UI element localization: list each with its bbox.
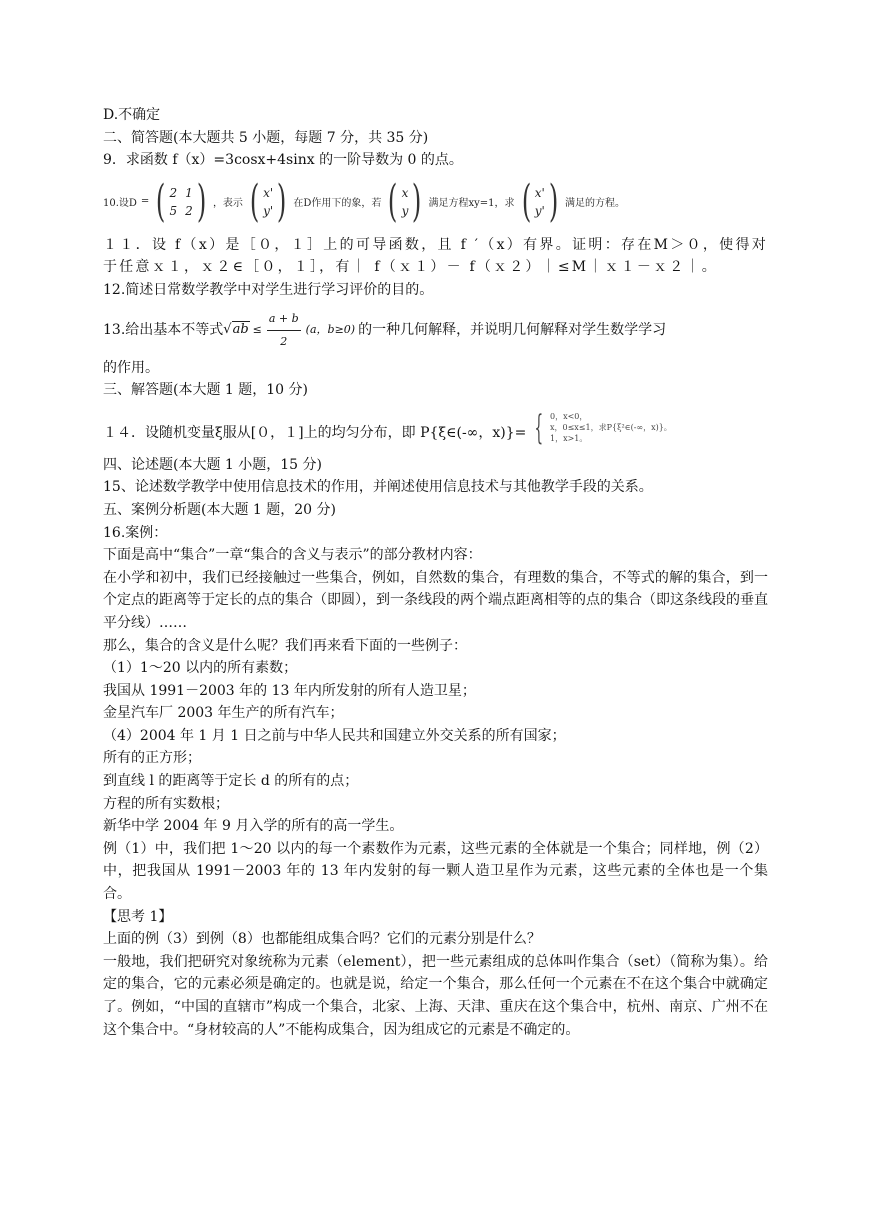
document-page (103, 104, 768, 1041)
q10-text-3: 满足方程xy=1，求 (428, 198, 515, 210)
question-12: 12.简述日常数学教学中对学生进行学习评价的目的。 (103, 281, 434, 298)
numerator: a + b (267, 308, 301, 331)
le-sign: ≤ (252, 323, 262, 337)
question-14 (103, 402, 768, 454)
think-question: 上面的例（3）到例（8）也都能组成集合吗？它们的元素分别是什么？ (103, 931, 541, 948)
q13-post: 的一种几何解释，并说明几何解释对学生数学学习 (358, 322, 667, 339)
radicand: ab (232, 322, 249, 338)
vector-2: ( x y ) (388, 175, 422, 227)
piece-row: 0，x<0， (549, 412, 588, 422)
q14-text: １４．设随机变量ξ服从[０，１]上的均匀分布，即 P{ξ∈(-∞，x)}= (103, 425, 527, 442)
vector-cell: y' (263, 203, 274, 218)
example-4: （4）2004 年 1 月 1 日之前与中华人民共和国建立外交关系的所有国家； (103, 727, 566, 744)
question-13 (103, 308, 768, 353)
case-paragraph-2: 例（1）中，我们把 1～20 以内的每一个素数作为元素，这些元素的全体就是一个集合；同样地，例（2） 中，把我国从 1991－2003 年的 13 年内发射的每一颗人造卫星作为元素，这些元素的全体也是一个集合。 (103, 840, 768, 903)
condition: (a，b≥0) (305, 323, 356, 337)
example-1: （1）1～20 以内的所有素数； (103, 660, 298, 677)
matrix-cell: 5 (169, 203, 178, 218)
case-paragraph-1: 在小学和初中，我们已经接触过一些集合，例如，自然数的集合，有理数的集合，不等式的解的集合，到一个定点的距离等于定长的点的集合（即圆），到一条线段的两个端点距离相等的点的集合（即这条线段的垂直平分线）…… (103, 569, 768, 631)
piece-row: x，0≤x≤1，求P{ξ²∈(-∞，x)}。 (549, 423, 672, 433)
example-3: 金星汽车厂 2003 年生产的所有汽车； (103, 705, 344, 722)
example-6: 到直线 l 的距离等于定长 d 的所有的点； (103, 773, 359, 790)
section-3-heading: 三、解答题(本大题 1 题，10 分) (103, 382, 308, 399)
case-paragraph-3: 一般地，我们把研究对象统称为元素（element），把一些元素组成的总体叫作集合（set）（简称为集）。给定的集合，它的元素必须是确定的。也就是说，给定一个集合，那么任何一个元素在不在这个集合中就确定了。例如，“中国的直辖市”构成一个集合，北家、上海、天津、重庆在这个集合中，杭州、南京、广州不在这个集合中。“身材较高的人”不能构成集合，因为组成它的元素是不确定的。 (103, 953, 768, 1038)
matrix-cell: 1 (185, 185, 193, 200)
example-5: 所有的正方形； (103, 750, 201, 767)
fraction (267, 308, 301, 353)
case-intro: 下面是高中“集合”一章“集合的含义与表示”的部分教材内容： (103, 547, 482, 564)
vector-1: ( x' y' ) (249, 175, 287, 227)
matrix-cell: 2 (185, 203, 193, 218)
q10-text-1: ，表示 (212, 198, 243, 210)
q10-text-2: 在D作用下的象，若 (293, 198, 382, 210)
section-2-heading: 二、简答题(本大题共 5 小题，每题 7 分，共 35 分) (103, 129, 429, 146)
vector-cell: y (401, 203, 409, 218)
q10-eq: = (140, 196, 150, 208)
q13-pre: 13.给出基本不等式 (103, 322, 224, 339)
q10-label: 10.设D (103, 198, 137, 210)
question-10 (103, 174, 768, 230)
case-question: 那么，集合的含义是什么呢？我们再来看下面的一些例子： (103, 637, 467, 654)
question-11: １１．设 f（x）是［０，１］上的可导函数，且 f ′（x）有界。证明：存在M＞０，使得对于任意ｘ１，ｘ２∈［０，１］，有｜ f（ｘ１）－ f（ｘ２）｜≤M｜ｘ１－ｘ２｜。 (103, 236, 768, 276)
q13-line-2: 的作用。 (103, 359, 159, 376)
question-9: 9．求函数 f（x）=3cosx+4sinx 的一阶导数为 0 的点。 (103, 152, 463, 169)
section-4-heading: 四、论述题(本大题 1 小题，15 分) (103, 456, 322, 473)
option-d: D.不确定 (103, 107, 161, 123)
example-8: 新华中学 2004 年 9 月入学的所有的高一学生。 (103, 818, 404, 835)
vector-cell: x' (263, 185, 274, 200)
denominator: 2 (280, 334, 288, 348)
matrix-d: ( 2 1 5 2 ) (156, 175, 207, 227)
piece-row: 1，x>1。 (549, 434, 588, 444)
question-15: 15、论述数学教学中使用信息技术的作用，并阐述使用信息技术与其他教学手段的关系。 (103, 479, 653, 496)
think-heading: 【思考 1】 (103, 908, 173, 925)
question-16: 16.案例： (103, 524, 168, 541)
piecewise-function: { 0，x<0， x，0≤x≤1，求P{ξ²∈(-∞，x)}。 1，x>1。 (534, 407, 672, 448)
example-7: 方程的所有实数根； (103, 795, 229, 812)
q10-text-4: 满足的方程。 (564, 198, 625, 210)
vector-3: ( x' y' ) (521, 175, 559, 227)
vector-cell: x (401, 185, 409, 200)
vector-cell: y' (534, 203, 545, 218)
section-5-heading: 五、案例分析题(本大题 1 题，20 分) (103, 501, 336, 518)
sqrt-ab: √ab (223, 322, 249, 338)
matrix-cell: 2 (169, 185, 178, 200)
vector-cell: x' (534, 185, 545, 200)
example-2: 我国从 1991－2003 年的 13 年内所发射的所有人造卫星； (103, 682, 476, 699)
